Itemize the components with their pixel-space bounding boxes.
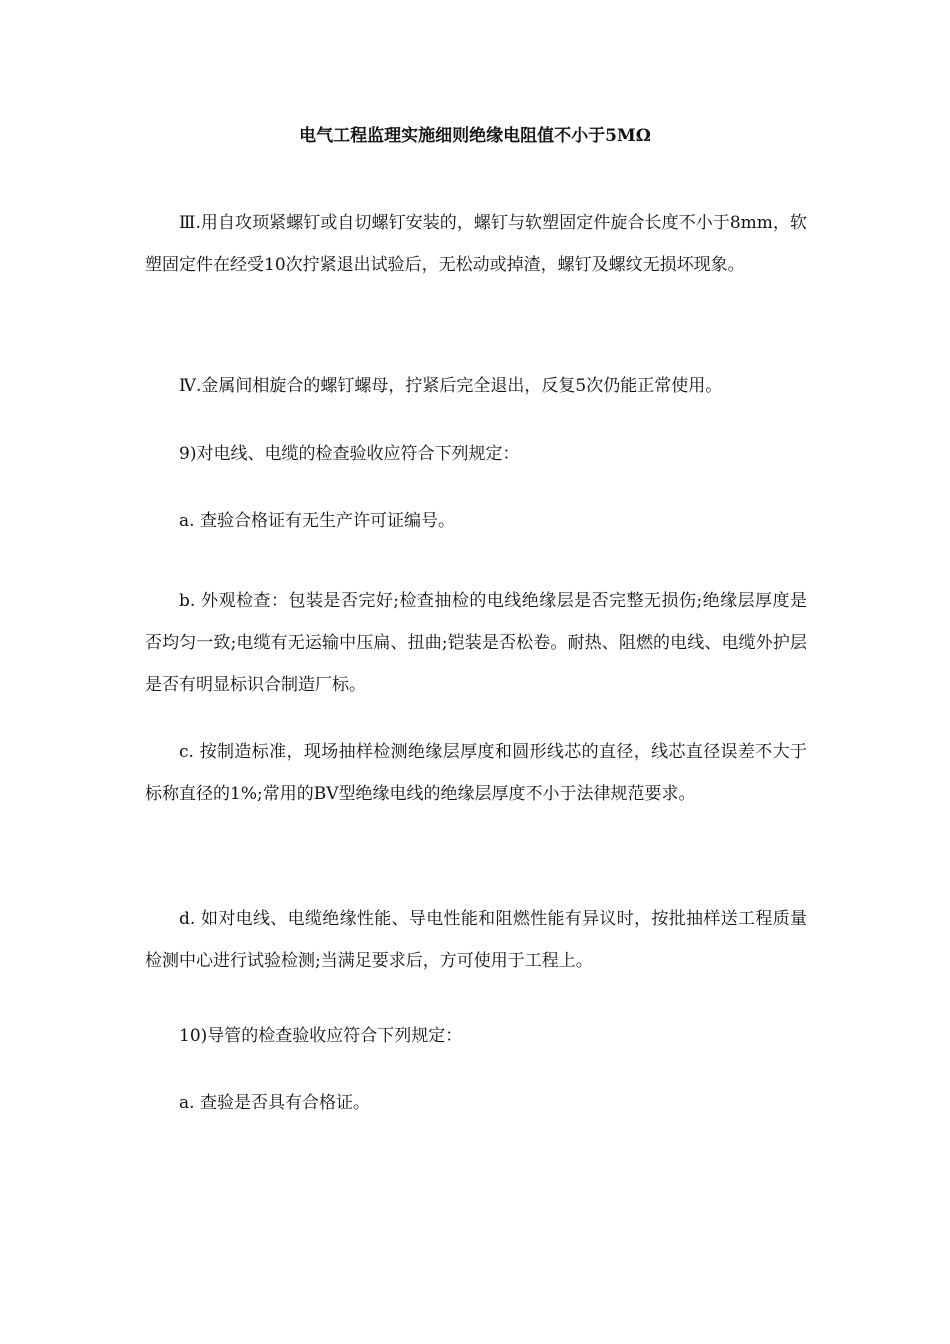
- paragraph-conduit-item-a: a. 查验是否具有合格证。: [179, 1093, 370, 1113]
- paragraph-cable-item-a: a. 查验合格证有无生产许可证编号。: [179, 511, 455, 531]
- document-title: 电气工程监理实施细则绝缘电阻值不小于5MΩ: [299, 126, 651, 146]
- paragraph-cable-item-b: b. 外观检查：包装是否完好;检查抽检的电线绝缘层是否完整无损伤;绝缘层厚度是否均匀一致;电缆有无运输中压扁、扭曲;铠装是否松卷。耐热、阻燃的电线、电缆外护层是否有明显标识合制造厂标。: [145, 591, 807, 695]
- paragraph-metal-screw-nut: Ⅳ.金属间相旋合的螺钉螺母，拧紧后完全退出，反复5次仍能正常使用。: [179, 376, 723, 396]
- paragraph-conduit-inspection-heading: 10)导管的检查验收应符合下列规定：: [179, 1026, 463, 1046]
- paragraph-cable-item-d: d. 如对电线、电缆绝缘性能、导电性能和阻燃性能有异议时，按批抽样送工程质量检测中心进行试验检测;当满足要求后，方可使用于工程上。: [145, 909, 807, 971]
- paragraph-cable-item-c: c. 按制造标准，现场抽样检测绝缘层厚度和圆形线芯的直径，线芯直径误差不大于标称直径的1%;常用的BV型绝缘电线的绝缘层厚度不小于法律规范要求。: [145, 742, 807, 804]
- paragraph-cable-inspection-heading: 9)对电线、电缆的检查验收应符合下列规定：: [179, 444, 520, 464]
- paragraph-screw-installation: Ⅲ.用自攻顼紧螺钉或自切螺钉安装的，螺钉与软塑固定件旋合长度不小于8mm，软塑固定件在经受10次拧紧退出试验后，无松动或掉渣，螺钉及螺纹无损坏现象。: [145, 213, 807, 275]
